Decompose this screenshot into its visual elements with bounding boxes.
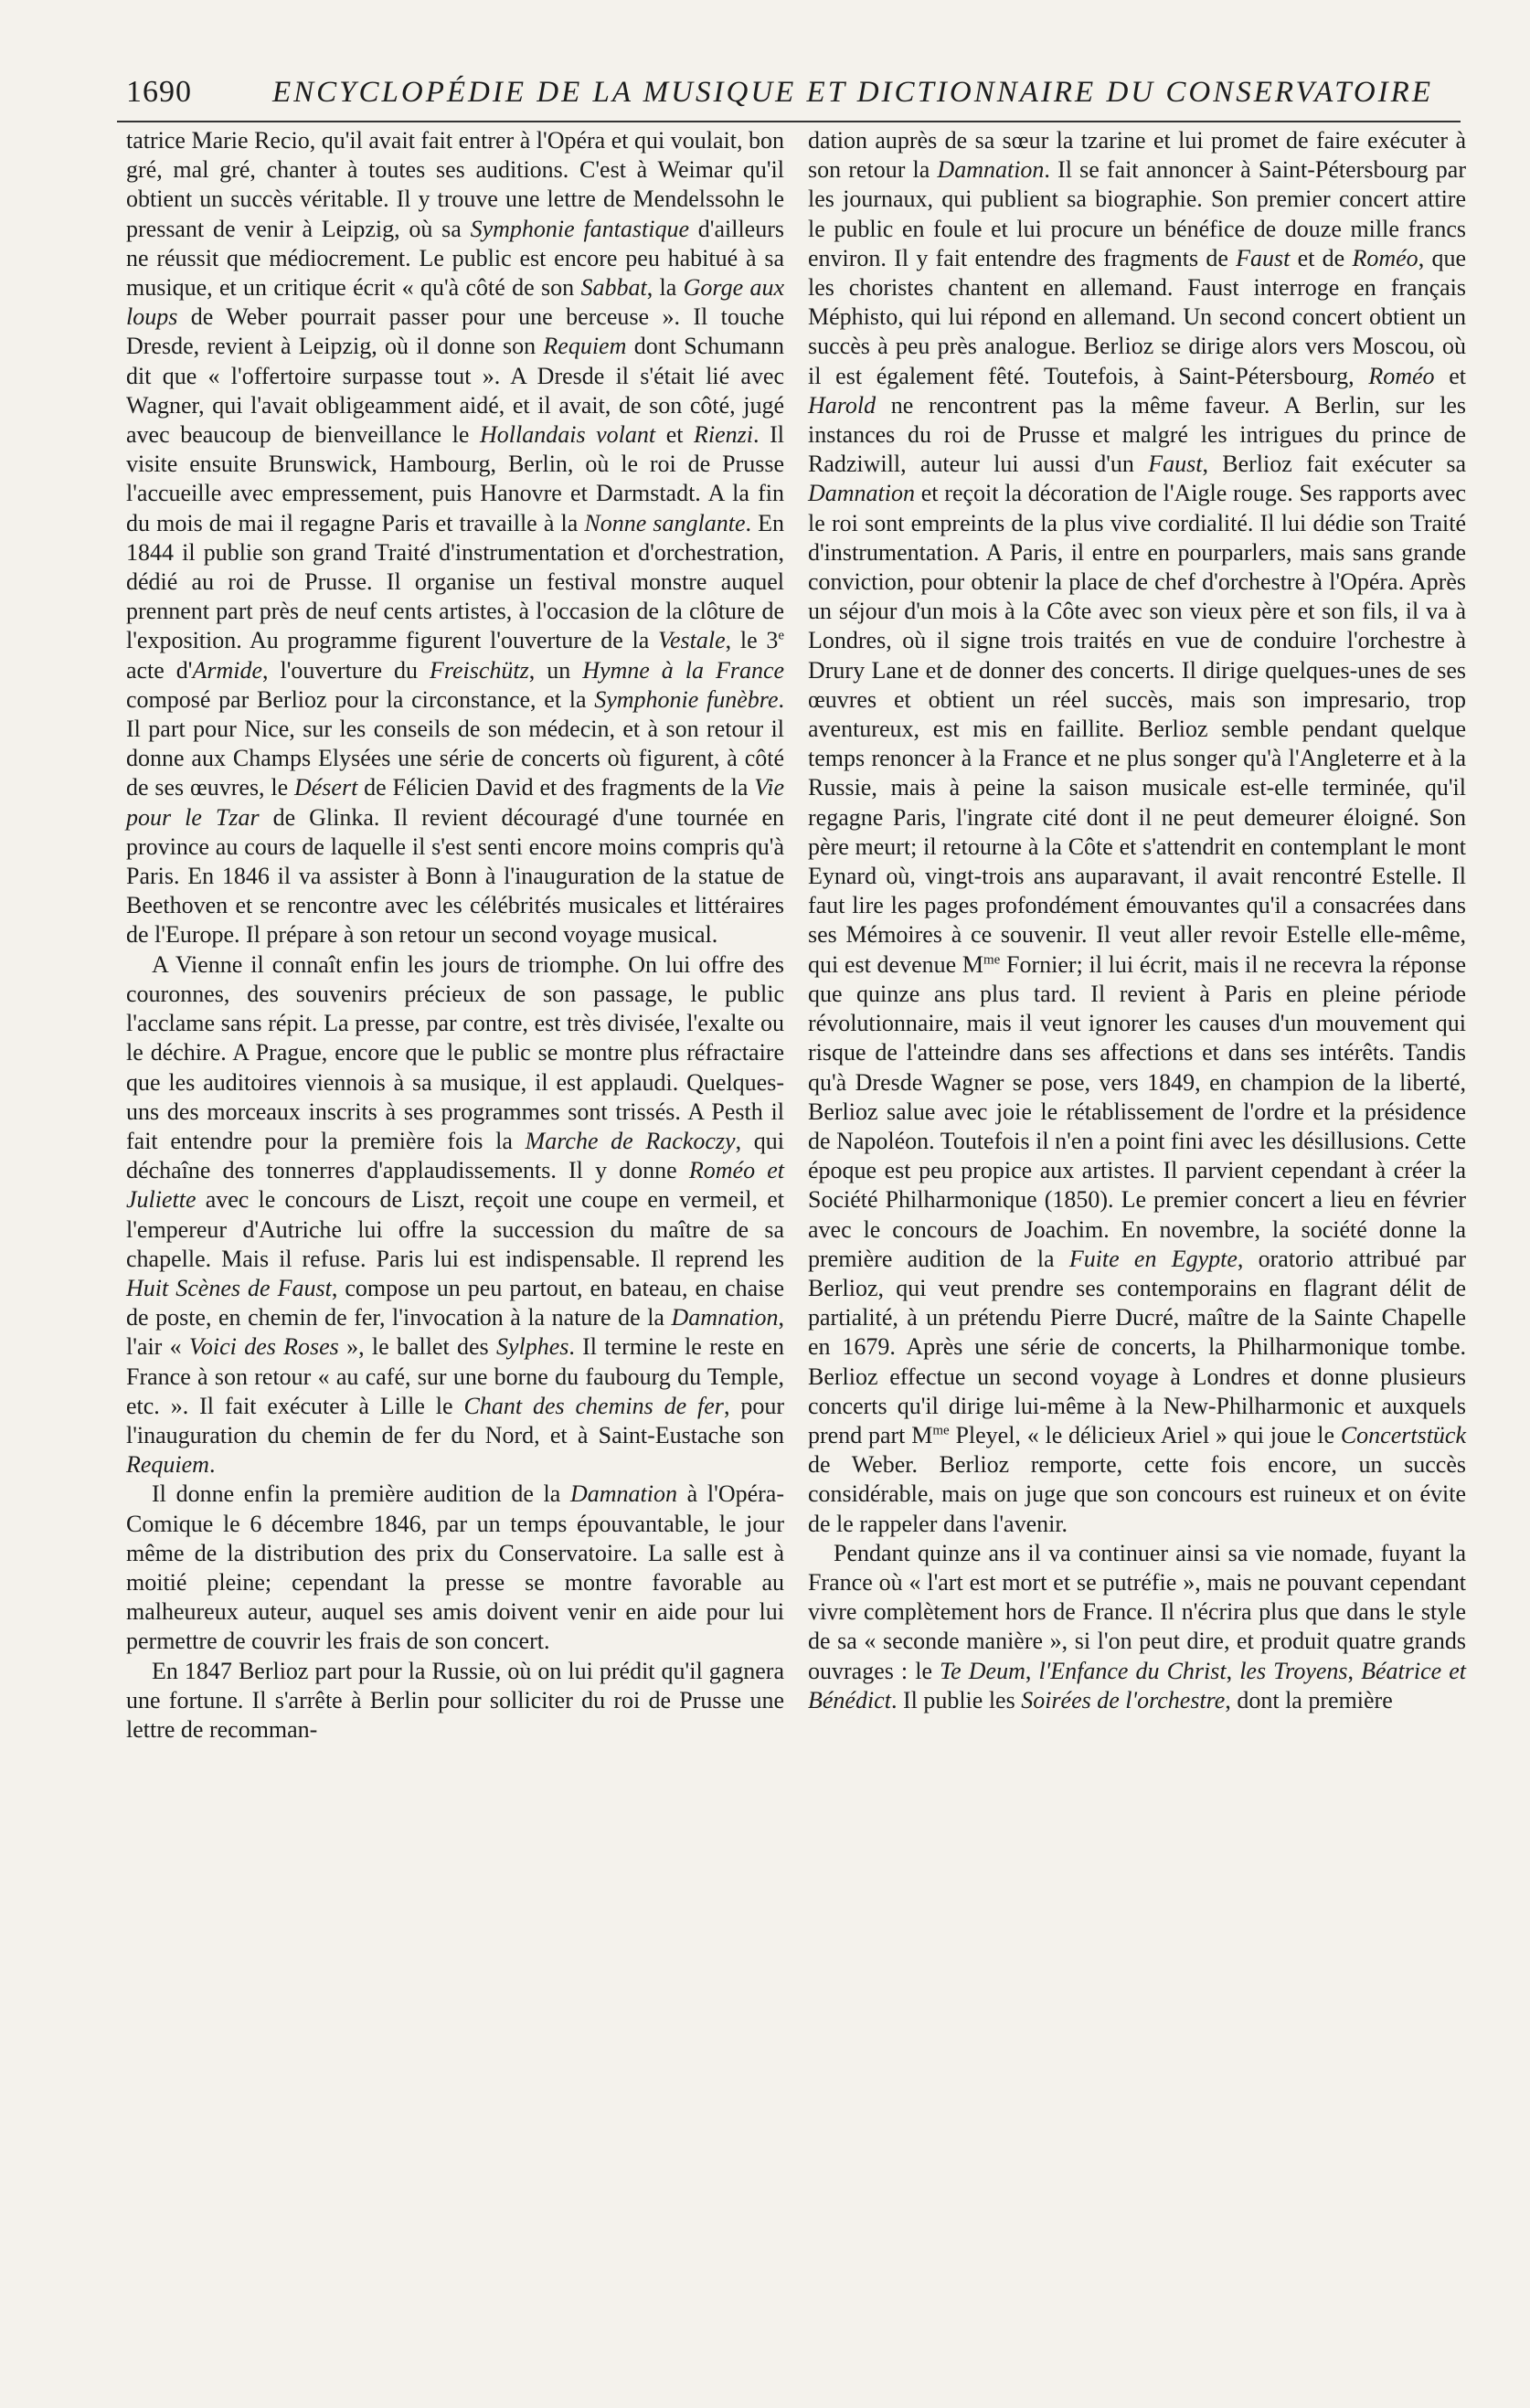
text-run: Fornier; il lui écrit, mais il ne recevra la réponse que quinze ans plus tard. Il revient à Paris en pleine période révolutionnaire, mais il veut ignorer les causes d'un mouvement qui risque de l'atteindre dans ses affections et dans ses intérêts. Tandis qu'à Dresde Wagner se pose, vers 1849, en champion de la liberté, Berlioz salue avec joie le rétablissement de l'ordre et la présidence de Napoléon. Toutefois il n'en a point fini avec les désillusions. Cette époque est peu propice aux artistes. Il parvient cependant à créer la Société Philharmonique (1850). Le premier concert a lieu en février avec le concours de Joachim. En novembre, la société donne la première audition de la (808, 950, 1467, 1272)
text-run: , (1347, 1657, 1362, 1684)
text-run: de Glinka. Il revient découragé d'une tournée en province au cours de laquelle il s'est senti encore moins compris qu'à Paris. En 1846 il va assister à Bonn à l'inauguration de la statue de Beethoven et se rencontre avec les célébrités musicales et littéraires de l'Europe. Il prépare à son retour un second voyage musical. (126, 803, 784, 949)
text-run: acte d' (126, 656, 193, 684)
paragraph (126, 950, 784, 1480)
text-run: En 1847 Berlioz part pour la Russie, où on lui prédit qu'il gagnera une fortune. Il s'arrête à Berlin pour solliciter du roi de Prusse une lettre de recomman- (126, 1657, 784, 1743)
italic-text: Chant des chemins de fer (463, 1392, 724, 1419)
text-run: . (208, 1451, 216, 1479)
italic-text: Symphonie funèbre (594, 685, 779, 713)
text-run: , l'air « (126, 1304, 784, 1361)
italic-text: Rienzi (694, 421, 754, 449)
italic-text: Roméo et Juliette (126, 1157, 785, 1214)
text-run: tatrice Marie Recio, qu'il avait fait entrer à l'Opéra et qui voulait, bon gré, mal gré, chanter à toutes ses auditions. C'est à Weimar qu'il obtient un succès véritable. Il y trouve une lettre de Mendelssohn le pressant de venir à Leipzig, où sa (126, 127, 784, 242)
italic-text: Roméo (1368, 362, 1435, 389)
text-run: , la (646, 274, 684, 302)
italic-text: Désert (293, 774, 358, 801)
italic-text: Hollandais volant (480, 421, 656, 449)
text-run: , l'ouverture du (262, 656, 430, 684)
text-run: et (655, 421, 695, 449)
text-run: », le ballet des (338, 1333, 496, 1361)
italic-text: Vie pour le Tzar (126, 774, 784, 831)
superscript-text: e (778, 628, 785, 643)
text-run: Pendant quinze ans il va continuer ainsi sa vie nomade, fuyant la France où « l'art est mort et se putréfie », mais ne pouvant cependant vivre complètement hors de France. Il n'écrira plus que dans le style de sa « seconde manière », si l'on peut dire, et produit quatre grands ouvrages : le (808, 1539, 1466, 1684)
text-run: dation auprès de sa sœur la tzarine et lui promet de faire exécuter à son retour la (808, 127, 1466, 184)
text-run: . Il part pour Nice, sur les conseils de son médecin, et à son retour il donne aux Champs Elysées une série de concerts où figurent, à côté de ses œuvres, le (126, 685, 784, 801)
text-run: Pleyel, « le délicieux Ariel » qui joue le (949, 1421, 1341, 1448)
text-run: de Weber. Berlioz remporte, cette fois encore, un succès considérable, mais on juge que son concours est ruineux et on évite de le rappeler dans l'avenir. (808, 1451, 1466, 1537)
italic-text: Harold (808, 391, 877, 419)
text-run: Il donne enfin la première audition de la (152, 1480, 570, 1508)
text-run: . En 1844 il publie son grand Traité d'instrumentation et d'orchestration, dédié au roi de Prusse. Il organise un festival monstre auquel prennent part près de neuf cents artistes, à l'occasion de la clôture de l'exposition. Au programme figurent l'ouverture de la (126, 509, 784, 654)
italic-text: Hymne à la France (582, 656, 785, 684)
text-run: de Weber pourrait passer pour une berceuse ». Il touche Dresde, revient à Leipzig, où il donne son (126, 303, 784, 360)
superscript-text: me (932, 1423, 950, 1438)
italic-text: Faust (1236, 244, 1291, 271)
left-column (126, 126, 784, 1745)
text-run: de Félicien David et des fragments de la (357, 774, 755, 801)
text-run: , qui déchaîne des tonnerres d'applaudissements. Il y donne (126, 1127, 784, 1184)
text-run: . Il termine le reste en France à son retour « au café, sur une borne du faubourg du Temple, etc. ». Il fait exécuter à Lille le (126, 1333, 784, 1419)
italic-text: Faust (1148, 451, 1203, 478)
text-run: et (1434, 362, 1467, 389)
italic-text: Concertstück (1340, 1421, 1467, 1448)
italic-text: Sylphes (495, 1333, 569, 1361)
italic-text: Requiem (543, 333, 627, 360)
text-run: , compose un peu partout, en bateau, en chaise de poste, en chemin de fer, l'invocation à la nature de la (126, 1274, 784, 1331)
text-run: , Berlioz fait exécuter sa (1202, 451, 1467, 478)
text-run: A Vienne il connaît enfin les jours de triomphe. On lui offre des couronnes, des souvenirs précieux de son passage, le public l'acclame sans répit. La presse, par contre, est très divisée, l'exalte ou le déchire. A Prague, encore que le public se montre plus réfractaire que les auditoires viennois à sa musique, il est applaudi. Quelques-uns des morceaux inscrits à ses programmes sont trissés. A Pesth il fait entendre pour la première fois la (126, 950, 784, 1154)
italic-text: Voici des Roses (188, 1333, 339, 1361)
paragraph (808, 1539, 1466, 1715)
italic-text: Marche de Rackoczy (525, 1127, 736, 1154)
page-number: 1690 (126, 75, 192, 109)
paragraph (126, 1480, 784, 1656)
italic-text: Sabbat (580, 274, 647, 302)
text-run: dont Schumann dit que « l'offertoire surpasse tout ». A Dresde il s'était lié avec Wagner, qui l'avait obligeamment aidé, et il avait, de son côté, jugé avec beaucoup de bienveillance le (126, 333, 784, 449)
italic-text: Requiem (126, 1451, 209, 1479)
text-run: . Il se fait annoncer à Saint-Pétersbourg par les journaux, qui publient sa biographie. Son premier concert attire le public en foule et lui procure un bénéfice de douze mille francs environ. Il y fait entendre des fragments de (808, 156, 1466, 271)
text-run: , que les choristes chantent en allemand. Faust interroge en français Méphisto, qui lui répond en allemand. Un second concert obtient un succès à peu près analogue. Berlioz se dirige alors vers Moscou, où il est également fêté. Toutefois, à Saint-Pétersbourg, (808, 244, 1466, 389)
text-run: composé par Berlioz pour la circonstance, et la (126, 685, 595, 713)
text-run: . Il visite ensuite Brunswick, Hambourg, Berlin, où le roi de Prusse l'accueille avec empressement, puis Hanovre et Darmstadt. A la fin du mois de mai il regagne Paris et travaille à la (126, 421, 784, 536)
page-header (117, 66, 1461, 122)
paragraph (126, 1657, 784, 1745)
text-run: , (1025, 1657, 1039, 1684)
italic-text: Armide (192, 656, 263, 684)
italic-text: l'Enfance du Christ (1038, 1657, 1227, 1684)
italic-text: Damnation (570, 1480, 677, 1508)
text-run: . Il publie les (890, 1686, 1022, 1713)
italic-text: Fuite en Egypte (1068, 1245, 1238, 1272)
text-run: , un (528, 656, 583, 684)
italic-text: Te Deum (940, 1657, 1025, 1684)
paragraph (808, 126, 1466, 1539)
text-run: et de (1290, 244, 1353, 271)
italic-text: Roméo (1352, 244, 1418, 271)
right-column (808, 126, 1466, 1715)
running-title: ENCYCLOPÉDIE DE LA MUSIQUE ET DICTIONNAIRE DU CONSERVATOIRE (272, 76, 1433, 109)
text-run: ne rencontrent pas la même faveur. A Berlin, sur les instances du roi de Prusse et malgré les intrigues du prince de Radziwill, auteur lui aussi d'un (808, 391, 1466, 478)
italic-text: Huit Scènes de Faust (126, 1274, 332, 1301)
italic-text: Vestale (658, 627, 726, 654)
italic-text: Soirées de l'orchestre (1021, 1686, 1226, 1713)
text-run: , pour l'inauguration du chemin de fer du Nord, et à Saint-Eustache son (126, 1392, 784, 1448)
paragraph (126, 126, 784, 950)
italic-text: Damnation (937, 156, 1045, 184)
italic-text: Damnation (808, 480, 915, 507)
italic-text: Symphonie fantastique (470, 215, 690, 242)
text-run: , (1226, 1657, 1240, 1684)
text-run: avec le concours de Liszt, reçoit une coupe en vermeil, et l'empereur d'Autriche lui offre la succession du maître de sa chapelle. Mais il refuse. Paris lui est indispensable. Il reprend les (126, 1186, 784, 1272)
italic-text: Gorge aux loups (126, 274, 784, 331)
italic-text: Nonne sanglante (584, 509, 746, 536)
italic-text: Béatrice et Bénédict (808, 1657, 1467, 1713)
text-run: , oratorio attribué par Berlioz, qui veut prendre ses contemporains en flagrant délit de partialité, à un prétendu Pierre Ducré, maître de la Sainte Chapelle en 1679. Après une série de concerts, la Philharmonique tombe. Berlioz effectue un second voyage à Londres et donne plusieurs concerts qu'il dirige lui-même à la New-Philharmonic et auxquels prend part M (808, 1245, 1466, 1448)
text-run: à l'Opéra-Comique le 6 décembre 1846, par un temps épouvantable, le jour même de la distribution des prix du Conservatoire. La salle est à moitié pleine; cependant la presse se montre favorable au malheureux auteur, auquel ses amis doivent venir en aide pour lui permettre de couvrir les frais de son concert. (126, 1480, 784, 1655)
superscript-text: me (983, 952, 1001, 968)
text-run: , dont la première (1225, 1686, 1393, 1713)
text-run: , le 3 (725, 627, 779, 654)
italic-text: les Troyens (1239, 1657, 1348, 1684)
text-run: et reçoit la décoration de l'Aigle rouge. Ses rapports avec le roi sont empreints de la plus vive cordialité. Il lui dédie son Traité d'instrumentation. A Paris, il entre en pourparlers, mais sans grande conviction, pour obtenir la place de chef d'orchestre à l'Opéra. Après un séjour d'un mois à la Côte avec son vieux père et son fils, il va à Londres, où il signe trois traités en vue de conduire l'orchestre à Drury Lane et de donner des concerts. Il dirige quelques-unes de ses œuvres et obtient un réel succès, mais son impresario, trop aventureux, est mis en faillite. Berlioz semble pendant quelque temps renoncer à la France et ne plus songer qu'à l'Angleterre et à la Russie, mais à peine la saison musicale est-elle terminée, qu'il regagne Paris, l'ingrate cité dont il ne peut demeurer éloigné. Son père meurt; il retourne à la Côte et s'attendrit en contemplant le mont Eynard où, vingt-trois ans auparavant, il avait rencontré Estelle. Il faut lire les pages profondément émouvantes qu'il a consacrées dans ses Mémoires à ce souvenir. Il veut aller revoir Estelle elle-même, qui est devenue M (808, 480, 1466, 978)
italic-text: Damnation (671, 1304, 779, 1331)
text-run: d'ailleurs ne réussit que médiocrement. Le public est encore peu habitué à sa musique, et un critique écrit « qu'à côté de son (126, 215, 784, 302)
italic-text: Freischütz (429, 656, 529, 684)
